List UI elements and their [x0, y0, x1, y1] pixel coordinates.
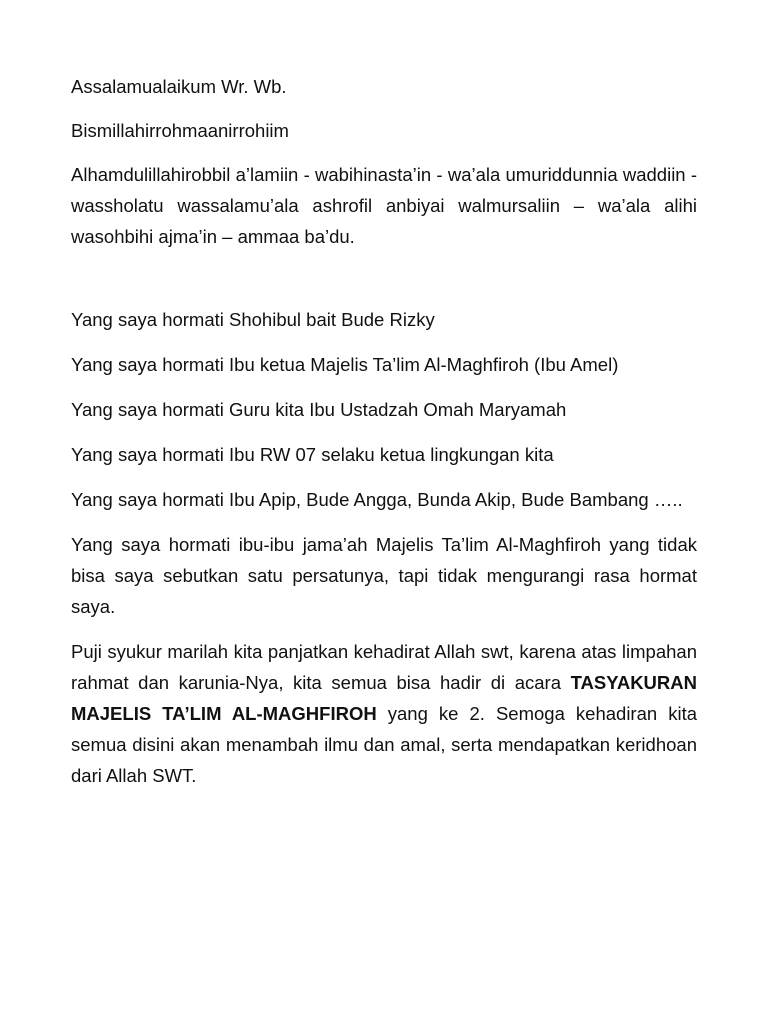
opening-prayer: Alhamdulillahirobbil a’lamiin - wabihinasta’in - wa’ala umuriddunnia waddiin - wassholatu wassalamu’ala ashrofil anbiyai walmursaliin – wa’ala alihi wasohbihi ajma’in – ammaa ba’du. — [71, 164, 697, 247]
respect-line-6: Yang saya hormati ibu-ibu jama’ah Majelis Ta’lim Al-Maghfiroh yang tidak bisa saya sebutkan satu persatunya, tapi tidak mengurangi rasa hormat saya. — [71, 534, 697, 617]
closing-text-after: yang ke 2. Semoga kehadiran kita semua disini akan menambah ilmu dan amal, serta mendapatkan keridhoan dari Allah SWT. — [71, 703, 703, 786]
respect-line-4: Yang saya hormati Ibu RW 07 selaku ketua lingkungan kita — [71, 444, 554, 465]
respect-line-3: Yang saya hormati Guru kita Ibu Ustadzah Omah Maryamah — [71, 399, 567, 420]
document-page — [71, 71, 703, 791]
basmalah: Bismillahirrohmaanirrohiim — [71, 120, 289, 141]
greeting: Assalamualaikum Wr. Wb. — [71, 76, 287, 97]
closing-paragraph — [71, 636, 703, 791]
event-name: TASYAKURAN MAJELIS TA’LIM AL-MAGHFIROH — [71, 672, 703, 724]
respect-line-1: Yang saya hormati Shohibul bait Bude Rizky — [71, 309, 435, 330]
respect-line-5: Yang saya hormati Ibu Apip, Bude Angga, Bunda Akip, Bude Bambang ….. — [71, 489, 683, 510]
respect-line-2: Yang saya hormati Ibu ketua Majelis Ta’lim Al-Maghfiroh (Ibu Amel) — [71, 354, 619, 375]
closing-text-before: Puji syukur marilah kita panjatkan kehadirat Allah swt, karena atas limpahan rahmat dan karunia-Nya, kita semua bisa hadir di acara — [71, 641, 703, 693]
